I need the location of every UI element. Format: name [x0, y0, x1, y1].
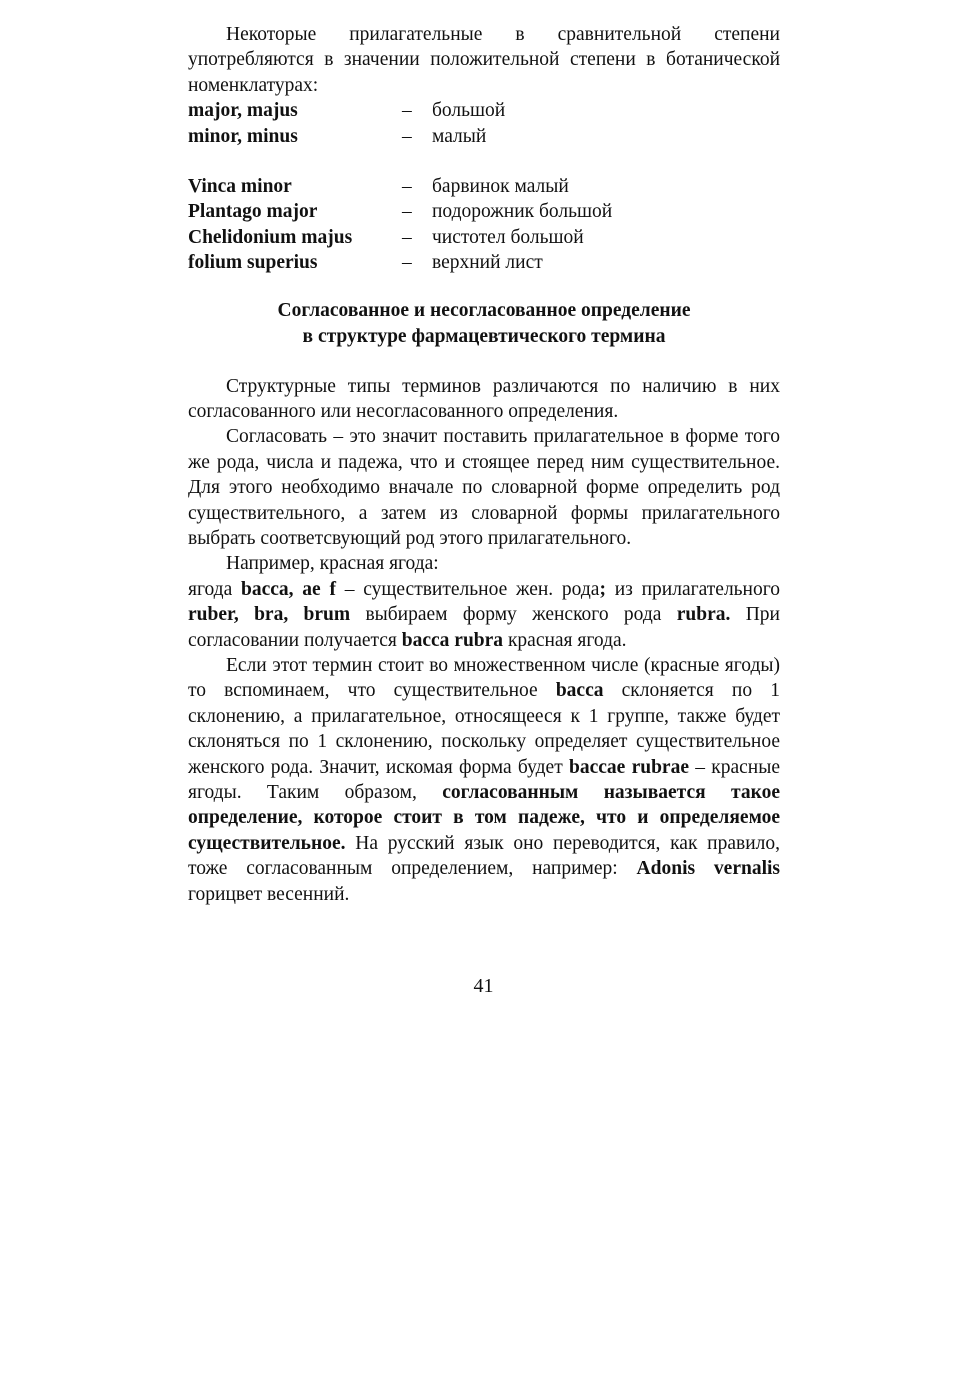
term-russian: малый: [432, 125, 487, 147]
term-latin: Plantago major: [188, 201, 318, 223]
text-run: из прилагательного: [605, 578, 781, 600]
term-russian: подорожник большой: [432, 201, 613, 223]
term-dash: –: [402, 226, 412, 248]
bold-term: bacca rubra: [401, 629, 504, 651]
term-dash: –: [402, 201, 412, 223]
bold-definition: согласованным называется такое определение, которое стоит в том падеже, что и определяемое существительное.: [188, 782, 780, 854]
text-run: выбираем форму женского рода: [350, 604, 677, 626]
term-latin: Vinca minor: [188, 176, 292, 197]
page-number: 41: [473, 975, 494, 997]
section-heading-line2: в структуре фармацевтического термина: [302, 325, 666, 347]
text-run: горицвет весенний.: [188, 883, 350, 905]
term-latin: minor, minus: [188, 125, 298, 147]
term-latin: Chelidonium majus: [188, 226, 353, 248]
adjective-list: [188, 98, 780, 149]
text-run: красная ягода.: [503, 629, 627, 651]
example-list: [188, 174, 780, 276]
paragraph-5: [188, 653, 780, 907]
term-dash: –: [402, 176, 412, 197]
term-latin: major, majus: [188, 100, 298, 122]
term-dash: –: [402, 100, 412, 122]
term-row: [188, 250, 780, 275]
bold-term: bacca, ae f: [241, 578, 336, 600]
text-run: – красные ягоды. Таким образом,: [188, 756, 780, 804]
page-content: [188, 22, 780, 907]
term-russian: большой: [432, 100, 506, 122]
intro-paragraph: Некоторые прилагательные в сравнительной степени употребляются в значении положительной степени в ботанической номенклатурах:: [188, 24, 780, 96]
spacer: [188, 149, 780, 174]
text-run: – существительное жен. рода: [335, 578, 600, 600]
term-row: [188, 225, 780, 250]
text-run: Если этот термин стоит во множественном числе (красные ягоды) то вспоминаем, что существительное: [188, 655, 780, 702]
term-latin: folium superius: [188, 252, 318, 274]
text-run: На русский язык оно переводится, как правило, тоже согласованным определением, например:: [188, 832, 780, 880]
section-heading: [188, 298, 780, 350]
paragraph-1: Структурные типы терминов различаются по наличию в них согласованного или несогласованного определения.: [188, 375, 780, 422]
bold-term: ruber, bra, brum: [188, 604, 351, 626]
section-heading-line1: Согласованное и несогласованное определение: [277, 299, 691, 321]
text-run: ягода: [188, 578, 242, 600]
term-row: [188, 124, 780, 149]
bold-term: baccae rubrae: [569, 756, 689, 778]
term-row: [188, 98, 780, 123]
bold-term: Adonis vernalis: [636, 858, 780, 880]
bold-term: ;: [599, 578, 606, 600]
bold-term: rubra.: [676, 604, 731, 626]
bold-term: bacca: [555, 680, 604, 702]
text-run: При согласовании получается: [188, 604, 780, 651]
paragraph-4: [188, 577, 780, 653]
term-dash: –: [402, 252, 412, 274]
text-run: склоняется по 1 склонению, а прилагательное, относящееся к 1 группе, также будет склоняться по 1 склонению, поскольку определяет существительное женского рода. Значит, искомая форма будет: [188, 680, 780, 778]
term-row: [188, 174, 780, 199]
paragraph-2: Согласовать – это значит поставить прилагательное в форме того же рода, числа и падежа, что и стоящее перед ним существительное. Для этого необходимо вначале по словарной форме определить род существительного, а затем из словарной формы прилагательного выбрать соответсвующий род этого прилагательного.: [188, 426, 780, 549]
term-dash: –: [402, 125, 412, 147]
term-russian: верхний лист: [432, 252, 543, 274]
term-russian: чистотел большой: [432, 226, 584, 248]
term-russian: барвинок малый: [432, 176, 569, 197]
term-row: [188, 199, 780, 224]
paragraph-3: Например, красная ягода:: [226, 553, 439, 575]
